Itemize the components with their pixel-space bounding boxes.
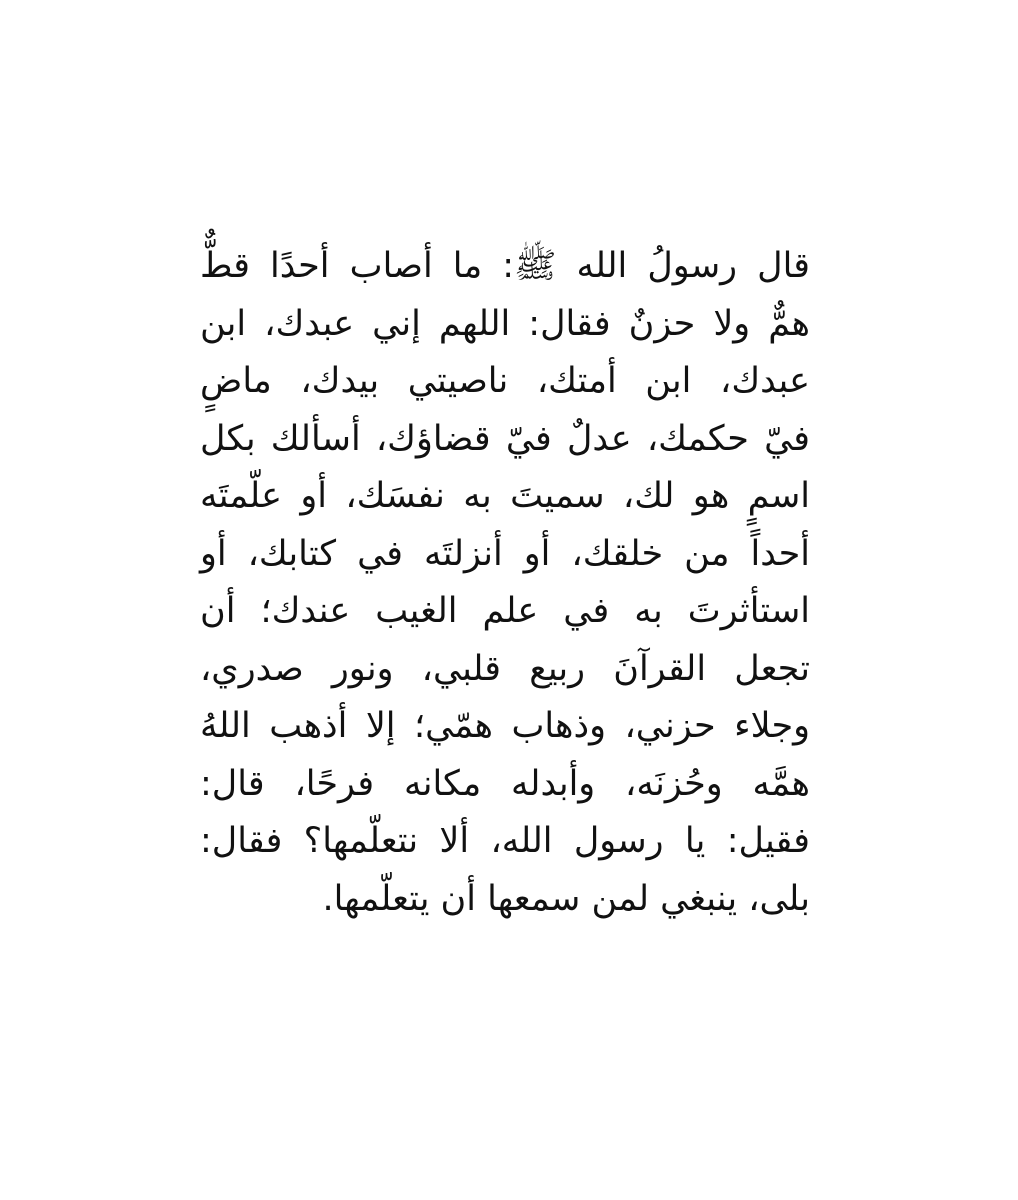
text-line-5: اسمٍ هو لك، سميتَ به نفسَك، أو علّمتَه <box>200 476 810 516</box>
text-line-10: همَّه وحُزنَه، وأبدله مكانه فرحًا، قال: <box>200 763 810 804</box>
text-line-4: فيّ حكمك، عدلٌ فيّ قضاؤك، أسألك بكل <box>200 418 810 459</box>
text-line-2: همٌّ ولا حزنٌ فقال: اللهم إني عبدك، ابن <box>200 303 810 344</box>
text-line-8: تجعل القرآنَ ربيع قلبي، ونور صدري، <box>200 648 810 689</box>
text-line-3: عبدك، ابن أمتك، ناصيتي بيدك، ماضٍ <box>200 361 810 401</box>
text-line-7: استأثرتَ به في علم الغيب عندك؛ أن <box>200 591 810 631</box>
text-line-12: بلى، ينبغي لمن سمعها أن يتعلّمها. <box>322 878 810 919</box>
text-line-6: أحداً من خلقك، أو أنزلتَه في كتابك، أو <box>200 533 810 574</box>
text-line-1: قال رسولُ الله ﷺ: ما أصاب أحدًا قطٌّ <box>200 246 810 286</box>
text-line-11: فقيل: يا رسول الله، ألا نتعلّمها؟ فقال: <box>200 821 810 861</box>
text-line-9: وجلاء حزني، وذهاب همّي؛ إلا أذهب اللهُ <box>200 706 810 746</box>
hadith-text <box>200 238 810 928</box>
